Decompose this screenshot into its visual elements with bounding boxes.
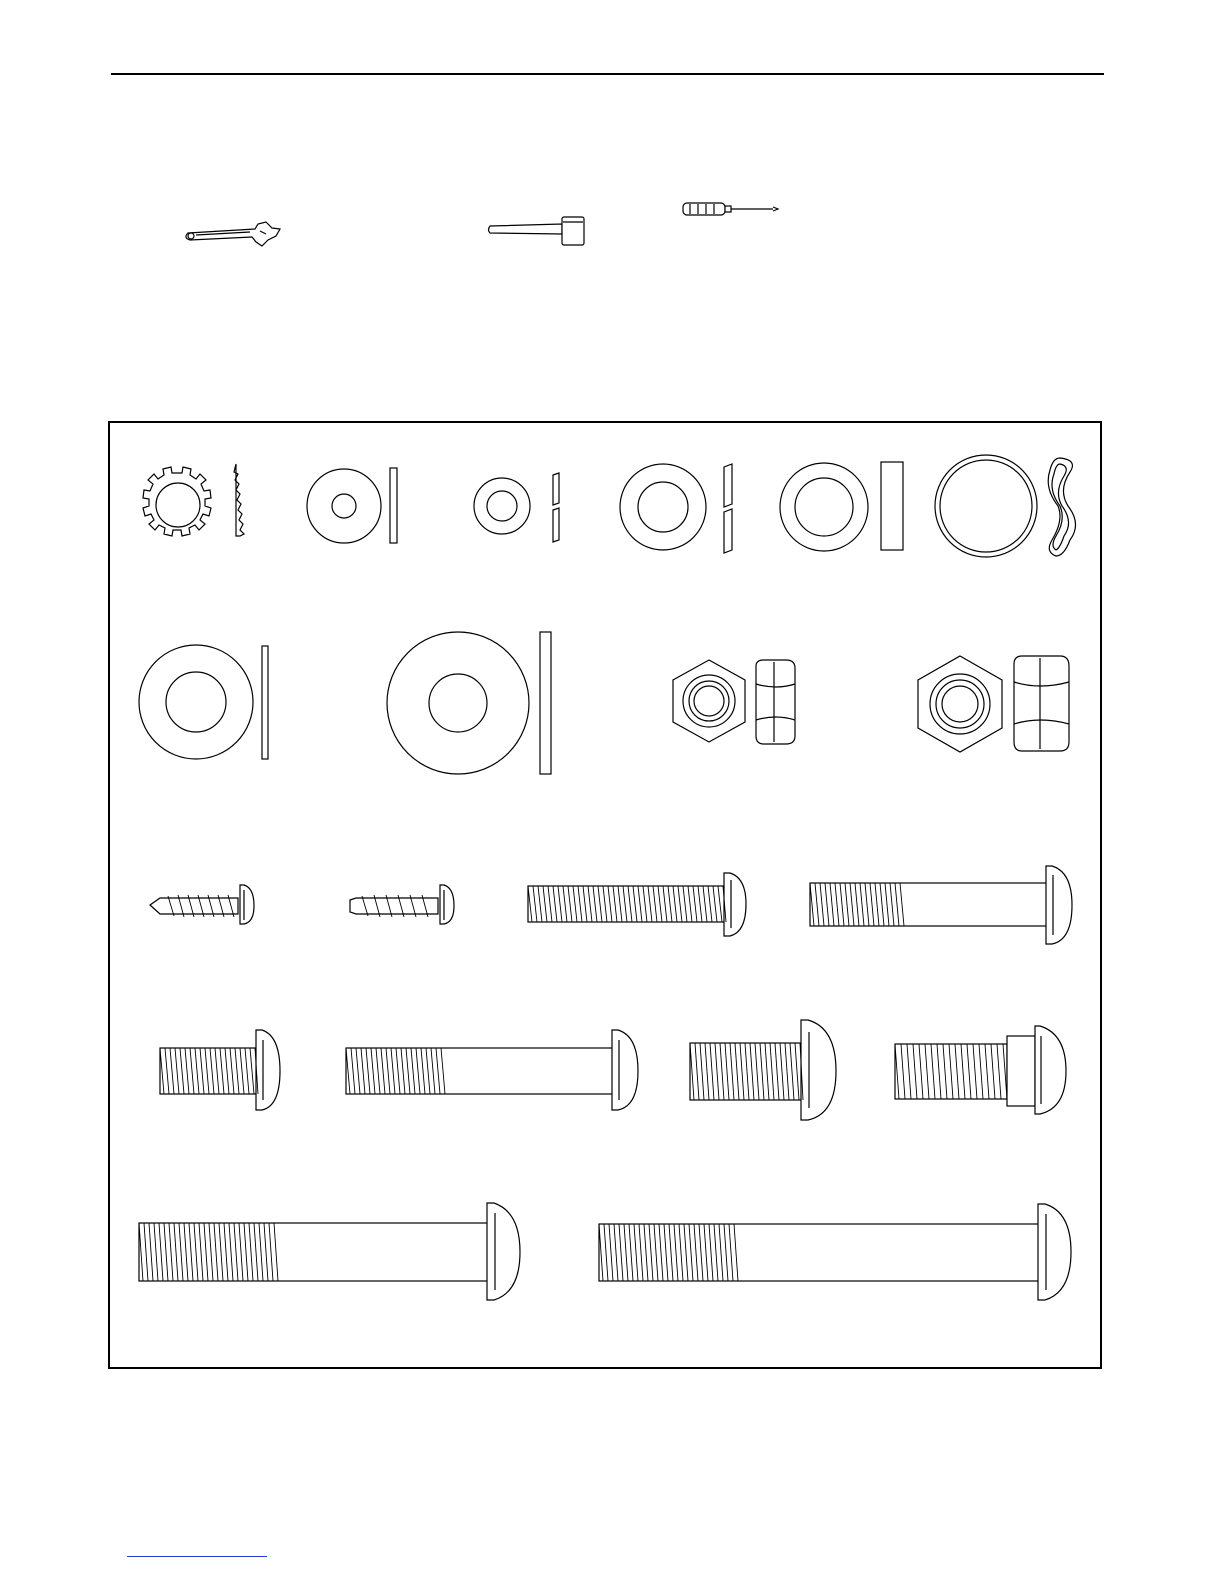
thread-line	[553, 886, 557, 922]
thread-line	[209, 1223, 213, 1281]
thread-line	[608, 886, 612, 922]
thread-line	[925, 1044, 929, 1099]
thread-line	[573, 886, 577, 922]
thread-line	[678, 886, 682, 922]
thread-line	[718, 886, 722, 922]
thread-line	[880, 883, 884, 926]
thread-line	[664, 1224, 668, 1281]
thread-line	[979, 1044, 983, 1099]
thread-line	[179, 1223, 183, 1281]
thread-line	[943, 1044, 947, 1099]
thread-line	[371, 1048, 375, 1094]
thread-line	[961, 1044, 965, 1099]
thread-line	[730, 1043, 734, 1100]
thread-line	[634, 1224, 638, 1281]
thread-line	[396, 1048, 400, 1094]
thread-line	[669, 1224, 673, 1281]
thread-line	[780, 1043, 784, 1100]
thread-line	[629, 1224, 633, 1281]
thread-line	[658, 886, 662, 922]
thread-line	[165, 1048, 169, 1094]
thread-line	[653, 886, 657, 922]
thread-line	[695, 1043, 699, 1100]
thread-line	[164, 1223, 168, 1281]
thread-line	[931, 1044, 935, 1099]
thread-line	[955, 1044, 959, 1099]
thread-line	[431, 1048, 435, 1094]
thread-line	[735, 1043, 739, 1100]
thread-line	[699, 1224, 703, 1281]
thread-line	[649, 1224, 653, 1281]
thread-line	[991, 1044, 995, 1099]
thread-line	[235, 1048, 239, 1094]
thread-line	[890, 883, 894, 926]
thread-line	[765, 1043, 769, 1100]
thread-line	[643, 886, 647, 922]
nylon-lock-nut-large-icon	[918, 656, 1069, 752]
thread-line	[919, 1044, 923, 1099]
thread-line	[613, 886, 617, 922]
long-bolt-right-icon	[599, 1204, 1071, 1300]
thread-line	[694, 1224, 698, 1281]
thread-line	[269, 1223, 273, 1281]
thread-line	[199, 1223, 203, 1281]
thread-line	[679, 1224, 683, 1281]
thread-line	[558, 886, 562, 922]
thread-line	[244, 1223, 248, 1281]
thread-line	[825, 883, 829, 926]
thread-line	[381, 1048, 385, 1094]
thread-line	[689, 1224, 693, 1281]
thread-line	[820, 883, 824, 926]
thread-line	[688, 886, 692, 922]
thread-line	[659, 1224, 663, 1281]
thread-line	[543, 886, 547, 922]
thread-line	[900, 883, 904, 926]
thread-line	[159, 1223, 163, 1281]
thread-line	[366, 1048, 370, 1094]
thread-line	[760, 1043, 764, 1100]
thread-line	[870, 883, 874, 926]
thread-line	[160, 1048, 164, 1094]
thread-line	[391, 1048, 395, 1094]
thread-line	[356, 1048, 360, 1094]
thread-line	[583, 886, 587, 922]
machine-screw-long-icon	[528, 873, 746, 936]
thread-line	[618, 886, 622, 922]
thread-line	[239, 1223, 243, 1281]
thread-line	[149, 1223, 153, 1281]
thread-line	[185, 1048, 189, 1094]
split-lock-washer-small-icon	[474, 473, 559, 542]
thread-line	[264, 1223, 268, 1281]
thread-line	[785, 1043, 789, 1100]
thread-line	[710, 1043, 714, 1100]
thread-line	[174, 1223, 178, 1281]
thread-line	[725, 1043, 729, 1100]
thread-line	[568, 886, 572, 922]
thread-line	[220, 1048, 224, 1094]
thread-line	[719, 1224, 723, 1281]
thread-line	[624, 1224, 628, 1281]
thread-line	[703, 886, 707, 922]
thread-line	[674, 1224, 678, 1281]
thread-line	[548, 886, 552, 922]
thread-line	[967, 1044, 971, 1099]
thread-line	[154, 1223, 158, 1281]
thread-line	[190, 1048, 194, 1094]
thread-line	[603, 886, 607, 922]
thick-washer-icon	[780, 462, 903, 551]
shoulder-bolt-icon	[810, 866, 1072, 944]
thread-line	[907, 1044, 911, 1099]
thread-line	[724, 1224, 728, 1281]
thread-line	[644, 1224, 648, 1281]
thread-line	[830, 883, 834, 926]
extra-large-flat-washer-icon	[387, 632, 551, 774]
thread-line	[215, 1048, 219, 1094]
thread-line	[210, 1048, 214, 1094]
thread-line	[729, 1224, 733, 1281]
thread-line	[790, 1043, 794, 1100]
thread-line	[885, 883, 889, 926]
thread-line	[949, 1044, 953, 1099]
thread-line	[421, 1048, 425, 1094]
thread-line	[698, 886, 702, 922]
thread-line	[225, 1048, 229, 1094]
flat-washer-small-icon	[307, 468, 397, 543]
thread-line	[184, 1223, 188, 1281]
thread-line	[997, 1044, 1001, 1099]
thread-line	[704, 1224, 708, 1281]
thread-line	[628, 886, 632, 922]
button-bolt-short-icon	[160, 1030, 280, 1110]
thread-line	[673, 886, 677, 922]
thread-line	[713, 886, 717, 922]
thread-line	[623, 886, 627, 922]
thread-line	[845, 883, 849, 926]
thread-line	[770, 1043, 774, 1100]
thread-line	[426, 1048, 430, 1094]
button-bolt-medium-icon	[346, 1030, 638, 1110]
thread-line	[740, 1043, 744, 1100]
footer-link-underline[interactable]	[127, 1555, 267, 1557]
thread-line	[973, 1044, 977, 1099]
thread-line	[714, 1224, 718, 1281]
thread-line	[614, 1224, 618, 1281]
thread-line	[200, 1048, 204, 1094]
thread-line	[684, 1224, 688, 1281]
thread-line	[401, 1048, 405, 1094]
thread-line	[619, 1224, 623, 1281]
thread-line	[194, 1223, 198, 1281]
thread-line	[750, 1043, 754, 1100]
thread-line	[901, 1044, 905, 1099]
thread-line	[734, 1224, 738, 1281]
thread-line	[175, 1048, 179, 1094]
thread-line	[709, 1224, 713, 1281]
thread-line	[229, 1223, 233, 1281]
thread-line	[214, 1223, 218, 1281]
tapping-screw-icon	[350, 885, 454, 924]
thread-line	[205, 1048, 209, 1094]
thread-line	[386, 1048, 390, 1094]
thread-line	[416, 1048, 420, 1094]
thread-line	[700, 1043, 704, 1100]
thread-line	[189, 1223, 193, 1281]
thread-line	[895, 883, 899, 926]
split-lock-washer-large-icon	[620, 464, 732, 553]
thread-line	[875, 883, 879, 926]
thread-line	[745, 1043, 749, 1100]
thread-line	[245, 1048, 249, 1094]
thread-line	[937, 1044, 941, 1099]
thread-line	[850, 883, 854, 926]
thread-line	[204, 1223, 208, 1281]
thread-line	[598, 886, 602, 922]
wood-screw-small-icon	[150, 885, 254, 924]
thread-line	[563, 886, 567, 922]
thread-line	[376, 1048, 380, 1094]
thread-line	[654, 1224, 658, 1281]
thread-line	[913, 1044, 917, 1099]
thread-line	[169, 1223, 173, 1281]
wave-washer-icon	[935, 455, 1076, 557]
thread-line	[219, 1223, 223, 1281]
thread-line	[170, 1048, 174, 1094]
thread-line	[250, 1048, 254, 1094]
large-flat-washer-icon	[139, 645, 268, 759]
thread-line	[224, 1223, 228, 1281]
thread-line	[406, 1048, 410, 1094]
thread-line	[609, 1224, 613, 1281]
thread-line	[835, 883, 839, 926]
thread-line	[144, 1223, 148, 1281]
thread-line	[693, 886, 697, 922]
thread-line	[715, 1043, 719, 1100]
thread-line	[663, 886, 667, 922]
thread-line	[795, 1043, 799, 1100]
thread-line	[240, 1048, 244, 1094]
thread-line	[230, 1048, 234, 1094]
thread-line	[720, 1043, 724, 1100]
thread-line	[705, 1043, 709, 1100]
thread-line	[985, 1044, 989, 1099]
thread-line	[775, 1043, 779, 1100]
thread-line	[361, 1048, 365, 1094]
thread-line	[578, 886, 582, 922]
star-washer-icon	[143, 464, 244, 536]
thread-line	[533, 886, 537, 922]
thread-line	[538, 886, 542, 922]
thread-line	[441, 1048, 445, 1094]
thread-line	[195, 1048, 199, 1094]
thread-line	[593, 886, 597, 922]
thread-line	[638, 886, 642, 922]
thread-line	[249, 1223, 253, 1281]
thread-line	[855, 883, 859, 926]
thread-line	[274, 1223, 278, 1281]
thread-line	[588, 886, 592, 922]
nylon-lock-nut-small-icon	[673, 660, 795, 744]
thread-line	[815, 883, 819, 926]
thread-line	[180, 1048, 184, 1094]
thread-line	[865, 883, 869, 926]
thread-line	[860, 883, 864, 926]
thread-line	[840, 883, 844, 926]
thread-line	[683, 886, 687, 922]
thread-line	[351, 1048, 355, 1094]
thread-line	[648, 886, 652, 922]
thread-line	[668, 886, 672, 922]
thread-line	[639, 1224, 643, 1281]
thread-line	[604, 1224, 608, 1281]
thread-line	[234, 1223, 238, 1281]
thread-line	[436, 1048, 440, 1094]
thread-line	[633, 886, 637, 922]
thread-line	[259, 1223, 263, 1281]
thread-line	[708, 886, 712, 922]
thread-line	[755, 1043, 759, 1100]
thread-line	[411, 1048, 415, 1094]
thread-line	[254, 1223, 258, 1281]
